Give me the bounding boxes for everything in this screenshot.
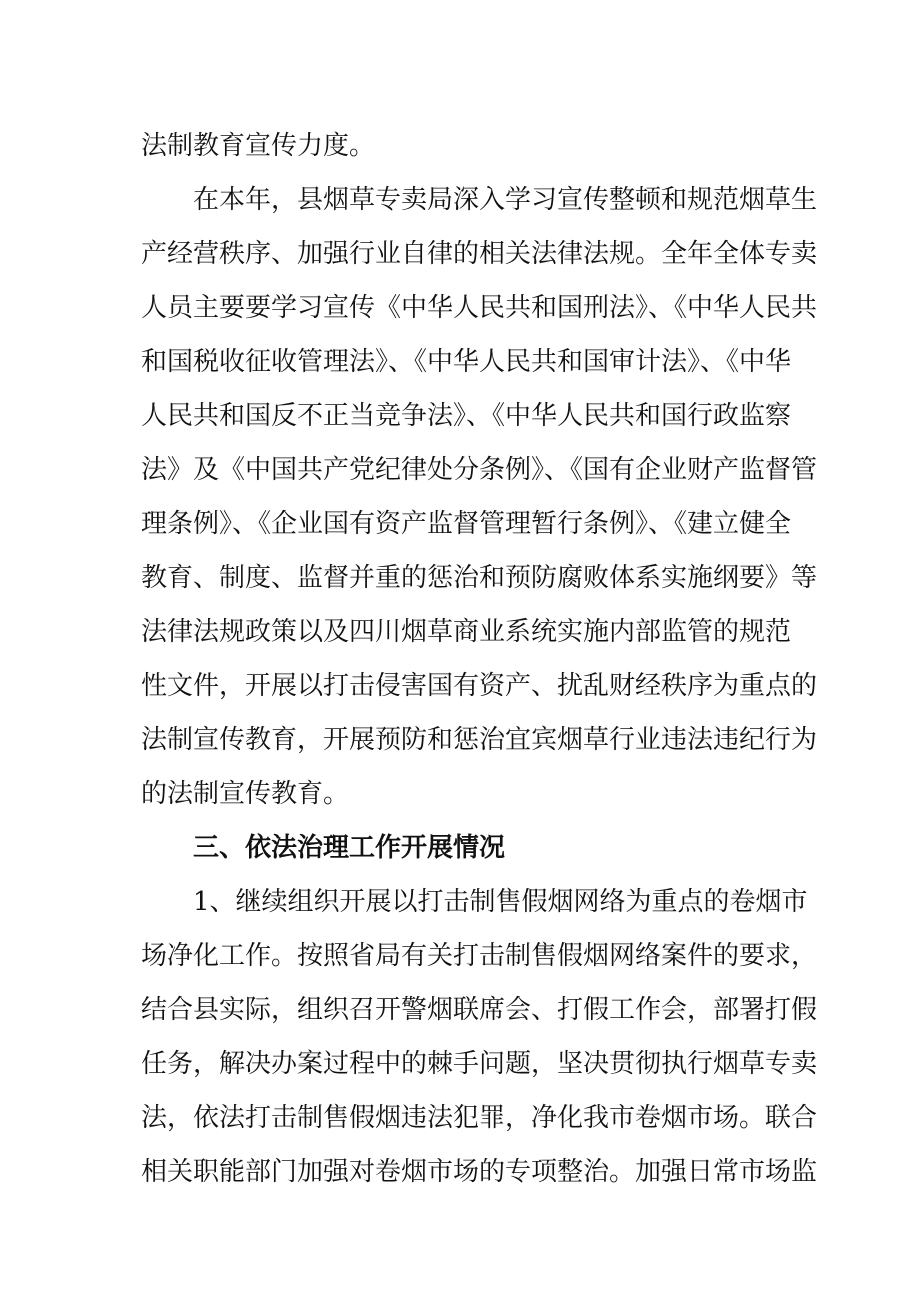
paragraph-line: 法制宣传教育，开展预防和惩治宜宾烟草行业违法违纪行为 xyxy=(141,725,818,755)
paragraph-line: 性文件，开展以打击侵害国有资产、扰乱财经秩序为重点的 xyxy=(141,671,818,701)
paragraph-line: 结合县实际，组织召开警烟联席会、打假工作会，部署打假 xyxy=(141,995,818,1025)
paragraph-line: 相关职能部门加强对卷烟市场的专项整治。加强日常市场监 xyxy=(141,1157,818,1187)
paragraph-line: 法制教育宣传力度。 xyxy=(141,131,376,161)
paragraph-line: 1、继续组织开展以打击制售假烟网络为重点的卷烟市 xyxy=(193,887,808,917)
paragraph-line: 的法制宣传教育。 xyxy=(141,779,350,809)
section-heading: 三、依法治理工作开展情况 xyxy=(193,833,506,863)
paragraph-line: 产经营秩序、加强行业自律的相关法律法规。全年全体专卖 xyxy=(141,239,818,269)
paragraph-line: 和国税收征收管理法》、《中华人民共和国审计法》、《中华 xyxy=(141,347,792,377)
document-body xyxy=(141,119,818,1199)
paragraph-line: 人民共和国反不正当竞争法》、《中华人民共和国行政监察 xyxy=(141,401,792,431)
paragraph-line: 任务，解决办案过程中的棘手问题，坚决贯彻执行烟草专卖 xyxy=(141,1049,818,1079)
paragraph-line: 教育、制度、监督并重的惩治和预防腐败体系实施纲要》等 xyxy=(141,563,818,593)
paragraph-line: 法，依法打击制售假烟违法犯罪，净化我市卷烟市场。联合 xyxy=(141,1103,818,1133)
paragraph-line: 在本年，县烟草专卖局深入学习宣传整顿和规范烟草生 xyxy=(193,185,818,215)
paragraph-line: 理条例》、《企业国有资产监督管理暂行条例》、《建立健全 xyxy=(141,509,792,539)
paragraph-line: 场净化工作。按照省局有关打击制售假烟网络案件的要求， xyxy=(141,941,818,971)
paragraph-line: 法》及《中国共产党纪律处分条例》、《国有企业财产监督管 xyxy=(141,455,818,485)
paragraph-line: 法律法规政策以及四川烟草商业系统实施内部监管的规范 xyxy=(141,617,792,647)
paragraph-line: 人员主要要学习宣传《中华人民共和国刑法》、《中华人民共 xyxy=(141,293,818,323)
